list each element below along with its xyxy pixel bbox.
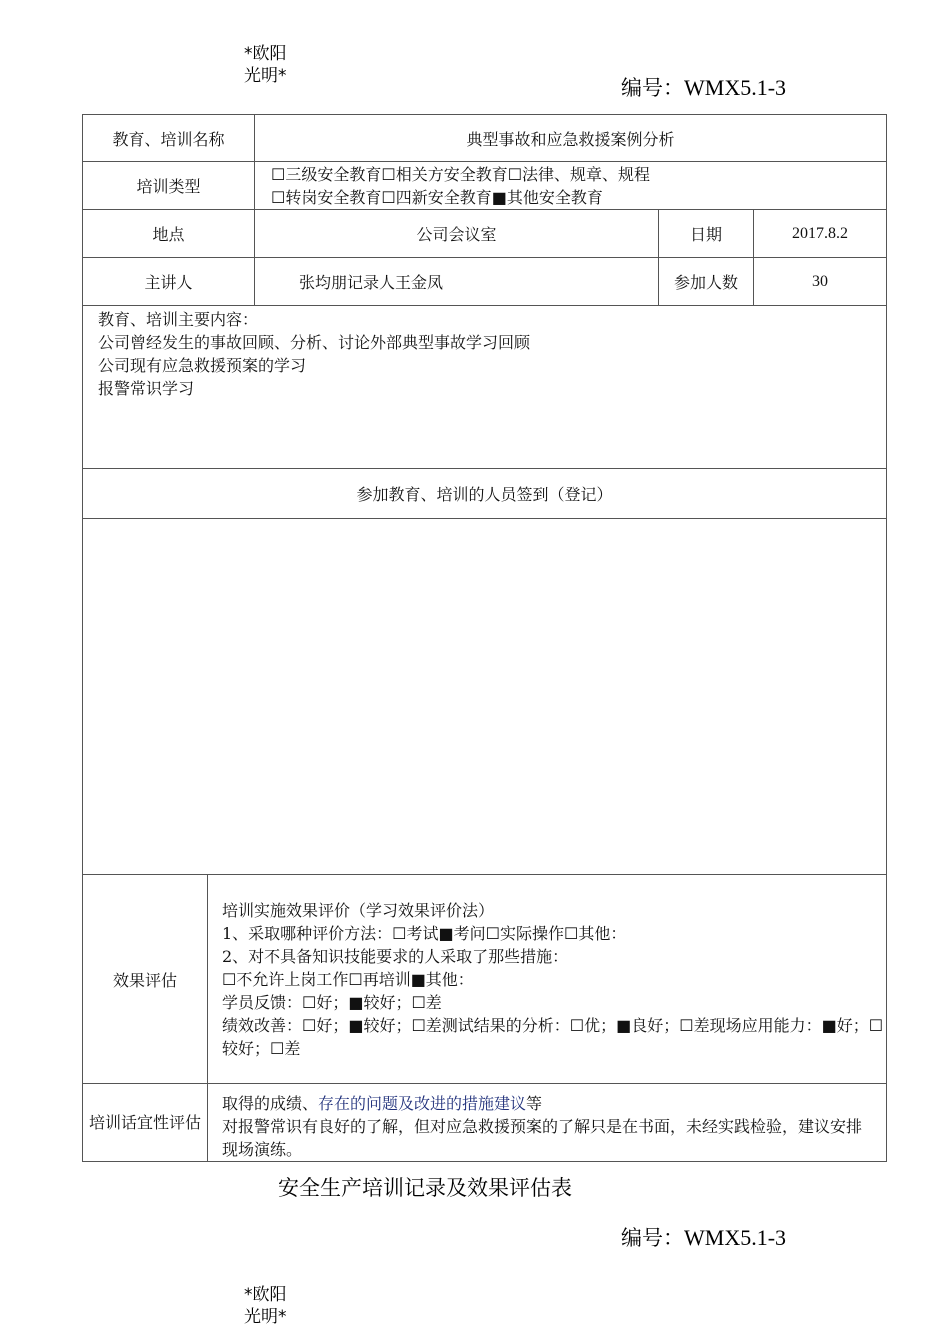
- signin-area: [83, 519, 887, 875]
- suitability-prefix: 取得的成绩、: [222, 1094, 319, 1113]
- evaluation-label: 效果评估: [83, 875, 208, 1084]
- training-type-line-2: ☐转岗安全教育☐四新安全教育■其他安全教育: [271, 187, 603, 207]
- document-number-value: WMX5.1-3: [684, 1225, 787, 1250]
- suitability-summary: [222, 1092, 872, 1115]
- evaluation-line: 培训实施效果评价（学习效果评价法）: [222, 900, 495, 920]
- author-name: *欧阳光明*: [244, 1285, 287, 1327]
- training-type-options: [255, 162, 887, 210]
- document-number: [621, 72, 786, 102]
- main-content: [83, 306, 887, 469]
- speaker-value: 张均朋记录人王金凤: [255, 258, 659, 306]
- evaluation-line: 1、采取哪种评价方法：☐考试■考问☐实际操作☐其他：: [222, 923, 627, 943]
- document-number-value: WMX5.1-3: [684, 75, 787, 100]
- date-label: 日期: [659, 210, 754, 258]
- training-type-label: 培训类型: [83, 162, 255, 210]
- author-name: *欧阳光明*: [244, 44, 287, 86]
- training-name-value: 典型事故和应急救援案例分析: [255, 115, 887, 162]
- attendees-value: 30: [754, 258, 887, 306]
- training-name-label: 教育、培训名称: [83, 115, 255, 162]
- location-value: 公司会议室: [255, 210, 659, 258]
- document-number-label: 编号：: [621, 76, 684, 100]
- main-content-item: 公司曾经发生的事故回顾、分析、讨论外部典型事故学习回顾: [98, 333, 531, 352]
- evaluation-line: 绩效改善：☐好；■较好；☐差测试结果的分析：☐优；■良好；☐差现场应用能力：■好；☐较好；☐差: [222, 1015, 884, 1058]
- location-label: 地点: [83, 210, 255, 258]
- row-training-name: [83, 115, 887, 162]
- row-evaluation: [83, 875, 887, 1084]
- main-content-item: 报警常识学习: [98, 379, 195, 398]
- suitability-label: 培训话宜性评估: [83, 1084, 208, 1162]
- training-record-table: [82, 114, 887, 1162]
- suitability-highlight: 存在的问题及改进的措施建议: [318, 1094, 527, 1113]
- evaluation-line: 学员反馈：☐好；■较好；☐差: [222, 992, 442, 1012]
- evaluation-line: 2、对不具备知识技能要求的人采取了那些措施：: [222, 946, 569, 966]
- row-location-date: [83, 210, 887, 258]
- main-content-heading: 教育、培训主要内容：: [98, 310, 259, 329]
- suitability-content: [208, 1084, 887, 1162]
- suitability-text: 对报警常识有良好的了解，但对应急救援预案的了解只是在书面，未经实践检验，建议安排现场演练。: [222, 1117, 863, 1159]
- suitability-suffix: 等: [526, 1094, 543, 1113]
- row-signin-title: [83, 469, 887, 519]
- training-type-line-1: ☐三级安全教育☐相关方安全教育☐法律、规章、规程: [271, 164, 651, 184]
- main-content-item: 公司现有应急救援预案的学习: [98, 356, 307, 375]
- form-title: 安全生产培训记录及效果评估表: [278, 1176, 572, 1200]
- row-speaker-attendees: [83, 258, 887, 306]
- document-number: [621, 1222, 786, 1252]
- speaker-label: 主讲人: [83, 258, 255, 306]
- row-main-content: [83, 306, 887, 469]
- row-signin-area: [83, 519, 887, 875]
- evaluation-content: [208, 875, 887, 1084]
- row-training-type: [83, 162, 887, 210]
- date-value: 2017.8.2: [754, 210, 887, 258]
- signin-title: 参加教育、培训的人员签到（登记）: [83, 469, 887, 519]
- document-number-label: 编号：: [621, 1226, 684, 1250]
- evaluation-line: ☐不允许上岗工作☐再培训■其他：: [222, 969, 474, 989]
- attendees-label: 参加人数: [659, 258, 754, 306]
- row-suitability: [83, 1084, 887, 1162]
